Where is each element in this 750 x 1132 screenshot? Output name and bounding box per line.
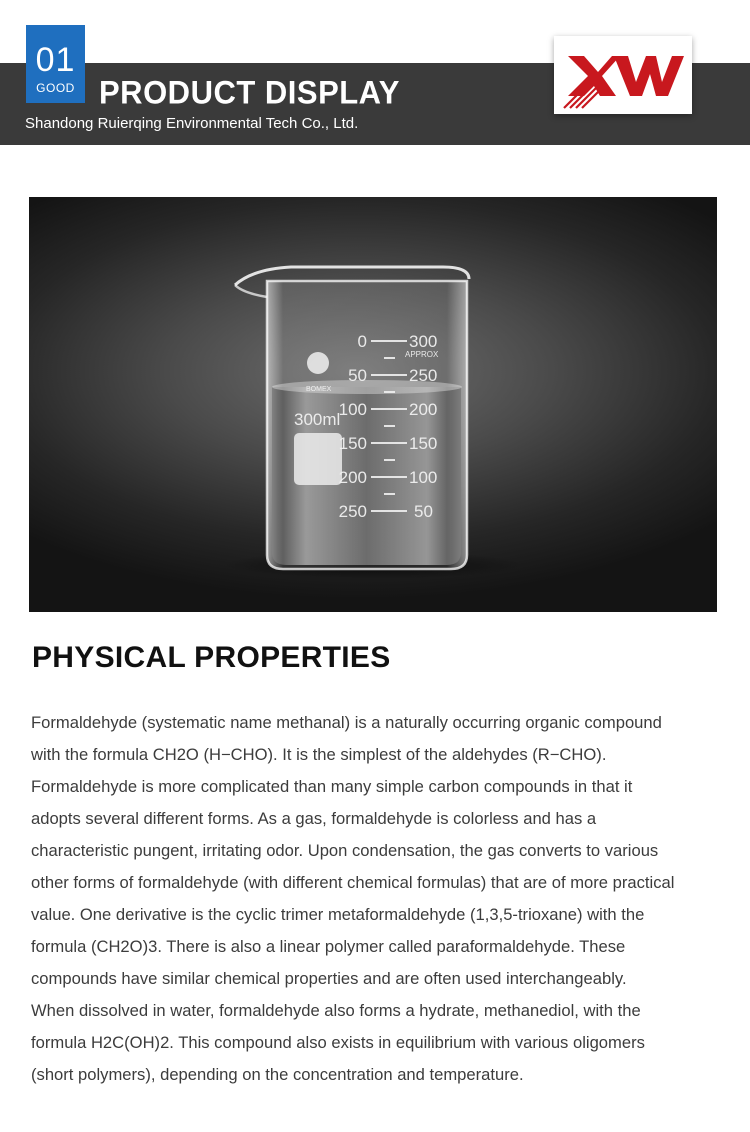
section-title: PHYSICAL PROPERTIES — [32, 641, 391, 674]
scale-left-150: 150 — [338, 434, 367, 453]
description-text — [31, 707, 735, 1091]
scale-right-50: 50 — [414, 502, 433, 521]
description-line: other forms of formaldehyde (with different chemical formulas) that are of more practical — [31, 873, 675, 892]
scale-right-300: 300 — [409, 332, 438, 351]
description-line: with the formula CH2O (H−CHO). It is the simplest of the aldehydes (R−CHO). — [31, 745, 607, 764]
description-line: Formaldehyde (systematic name methanal) is a naturally occurring organic compound — [31, 713, 662, 732]
number-badge — [26, 25, 85, 103]
product-photo — [29, 197, 717, 612]
badge-number: 01 — [35, 41, 76, 79]
scale-right-100: 100 — [409, 468, 438, 487]
description-line: Formaldehyde is more complicated than many simple carbon compounds in that it — [31, 777, 633, 796]
scale-left-0: 0 — [357, 332, 367, 351]
scale-left-50: 50 — [348, 366, 367, 385]
scale-right-150: 150 — [409, 434, 438, 453]
scale-right-250: 250 — [409, 366, 438, 385]
description-line: value. One derivative is the cyclic trimer metaformaldehyde (1,3,5-trioxane) with the — [31, 905, 645, 924]
description-line: formula (CH2O)3. There is also a linear polymer called paraformaldehyde. These — [31, 937, 626, 956]
beaker-illustration — [29, 197, 717, 612]
scale-right-200: 200 — [409, 400, 438, 419]
volume-mark: 300ml — [294, 410, 341, 429]
badge-label: GOOD — [36, 81, 75, 95]
page-title: PRODUCT DISPLAY — [99, 74, 400, 111]
beaker-brand: BOMEX — [306, 386, 332, 393]
description-line: characteristic pungent, irritating odor. Upon condensation, the gas converts to various — [31, 841, 659, 860]
description-line: When dissolved in water, formaldehyde also forms a hydrate, methanediol, with the — [31, 1001, 641, 1020]
scale-left-200: 200 — [338, 468, 367, 487]
brand-logo — [554, 36, 692, 114]
description-line: adopts several different forms. As a gas, formaldehyde is colorless and has a — [31, 809, 597, 828]
scale-left-250: 250 — [338, 502, 367, 521]
xw-logo-icon — [554, 36, 692, 114]
description-line: formula H2C(OH)2. This compound also exists in equilibrium with various oligomers — [31, 1033, 645, 1052]
approx-label: APPROX — [405, 350, 439, 359]
description-line: (short polymers), depending on the concentration and temperature. — [31, 1065, 524, 1084]
scale-left-100: 100 — [338, 400, 367, 419]
description-line: compounds have similar chemical properties and are often used interchangeably. — [31, 969, 627, 988]
company-name: Shandong Ruierqing Environmental Tech Co., Ltd. — [25, 115, 359, 132]
